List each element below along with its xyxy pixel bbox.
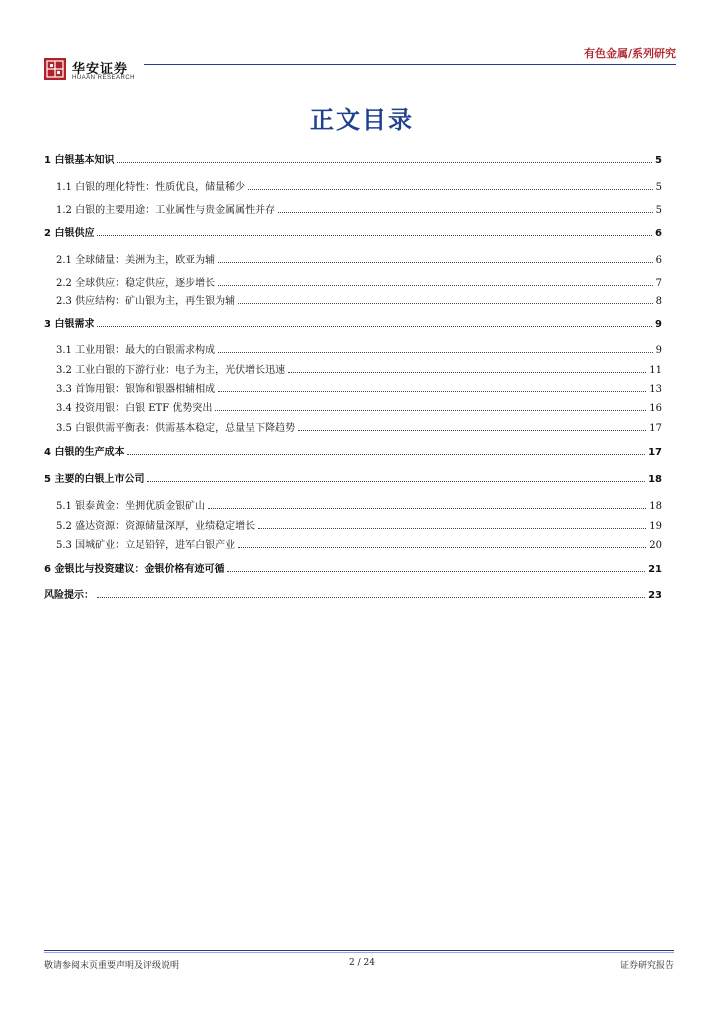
toc-entry-chapter[interactable]: [44, 469, 662, 485]
toc-entry-label: 1 白银基本知识: [44, 155, 115, 166]
toc-entry-section[interactable]: [56, 177, 662, 193]
toc-entry-page: 11: [649, 365, 662, 376]
toc-entry-chapter[interactable]: [44, 314, 662, 330]
toc-dot-leader: [117, 161, 652, 163]
toc-dot-leader: [238, 302, 653, 304]
toc-entry-section[interactable]: [56, 200, 662, 216]
toc-dot-leader: [127, 453, 645, 455]
toc-dot-leader: [218, 390, 646, 392]
toc-dot-leader: [208, 507, 646, 509]
toc-entry-label: 3.4 投资用银：白银 ETF 优势突出: [56, 403, 213, 414]
toc-entry-page: 6: [655, 255, 662, 266]
toc-entry-page: 17: [649, 423, 662, 434]
toc-entry-section[interactable]: [56, 398, 662, 414]
page-title: 正文目录: [310, 106, 414, 134]
toc-dot-leader: [97, 234, 652, 236]
toc-entry-label: 3.3 首饰用银：银饰和银器相辅相成: [56, 384, 216, 395]
toc-entry-chapter[interactable]: [44, 223, 662, 239]
toc-dot-leader: [288, 371, 646, 373]
toc-dot-leader: [97, 596, 645, 598]
toc-entry-label: 4 白银的生产成本: [44, 447, 125, 458]
toc-entry-page: 19: [649, 521, 662, 532]
toc-entry-label: 2.1 全球储量：美洲为主，欧亚为辅: [56, 255, 216, 266]
page-number: 2 / 24: [349, 958, 375, 968]
toc-entry-chapter[interactable]: [44, 150, 662, 166]
toc-entry-section[interactable]: [56, 516, 662, 532]
toc-entry-page: 5: [655, 205, 662, 216]
toc-entry-label: 2.3 供应结构：矿山银为主，再生银为辅: [56, 296, 236, 307]
toc-entry-page: 23: [648, 590, 662, 601]
toc-entry-label: 5 主要的白银上市公司: [44, 474, 145, 485]
footer-disclaimer: 敬请参阅末页重要声明及评级说明: [44, 961, 180, 971]
toc-entry-section[interactable]: [56, 360, 662, 376]
footer-divider: [44, 950, 674, 951]
toc-entry-page: 6: [655, 228, 662, 239]
header-divider: [144, 64, 676, 65]
toc-entry-label: 3.1 工业用银：最大的白银需求构成: [56, 345, 216, 356]
toc-entry-page: 16: [649, 403, 662, 414]
toc-dot-leader: [218, 261, 653, 263]
toc-entry-section[interactable]: [56, 291, 662, 307]
toc-entry-page: 9: [655, 319, 662, 330]
toc-entry-page: 13: [649, 384, 662, 395]
toc-entry-section[interactable]: [56, 496, 662, 512]
toc-entry-label: 2 白银供应: [44, 228, 95, 239]
toc-entry-label: 5.3 国城矿业：立足铅锌，进军白银产业: [56, 540, 236, 551]
toc-entry-section[interactable]: [56, 250, 662, 266]
toc-entry-page: 18: [649, 501, 662, 512]
toc-entry-page: 21: [648, 564, 662, 575]
toc-entry-label: 3.2 工业白银的下游行业：电子为主，光伏增长迅速: [56, 365, 286, 376]
toc-entry-label: 6 金银比与投资建议：金银价格有迹可循: [44, 564, 225, 575]
toc-dot-leader: [248, 188, 653, 190]
toc-entry-section[interactable]: [56, 340, 662, 356]
toc-entry-page: 9: [655, 345, 662, 356]
toc-dot-leader: [227, 570, 645, 572]
toc-entry-page: 8: [655, 296, 662, 307]
footer-report-type: 证券研究报告: [619, 961, 674, 971]
toc-entry-chapter[interactable]: [44, 559, 662, 575]
toc-entry-page: 18: [648, 474, 662, 485]
toc-dot-leader: [218, 351, 653, 353]
huaan-logo-icon: [44, 58, 66, 80]
toc-dot-leader: [147, 480, 645, 482]
toc-dot-leader: [215, 409, 646, 411]
toc-entry-chapter[interactable]: [44, 585, 662, 601]
logo-text-cn: 华安证券: [72, 62, 129, 77]
toc-entry-label: 2.2 全球供应：稳定供应，逐步增长: [56, 278, 216, 289]
toc-entry-page: 20: [649, 540, 662, 551]
toc-entry-section[interactable]: [56, 535, 662, 551]
toc-entry-label: 3 白银需求: [44, 319, 95, 330]
toc-dot-leader: [278, 211, 653, 213]
toc-entry-label: 3.5 白银供需平衡表：供需基本稳定，总量呈下降趋势: [56, 423, 296, 434]
toc-entry-label: 1.1 白银的理化特性：性质优良，储量稀少: [56, 182, 246, 193]
toc-entry-label: 风险提示：: [44, 590, 94, 601]
toc-entry-page: 17: [648, 447, 662, 458]
toc-entry-label: 1.2 白银的主要用途：工业属性与贵金属属性并存: [56, 205, 276, 216]
toc-dot-leader: [258, 527, 646, 529]
toc-dot-leader: [218, 284, 653, 286]
toc-entry-section[interactable]: [56, 273, 662, 289]
footer-divider-secondary: [44, 952, 674, 953]
toc-entry-chapter[interactable]: [44, 442, 662, 458]
toc-entry-section[interactable]: [56, 379, 662, 395]
logo-text-en: HUAAN RESEARCH: [72, 75, 136, 81]
toc-entry-section[interactable]: [56, 418, 662, 434]
toc-entry-label: 5.1 银泰黄金：坐拥优质金银矿山: [56, 501, 206, 512]
toc-entry-page: 5: [655, 182, 662, 193]
toc-dot-leader: [298, 429, 646, 431]
toc-dot-leader: [97, 325, 652, 327]
report-category: 有色金属/系列研究: [583, 47, 676, 60]
toc-entry-page: 7: [655, 278, 662, 289]
toc-dot-leader: [238, 546, 646, 548]
toc-entry-page: 5: [655, 155, 662, 166]
toc-entry-label: 5.2 盛达资源：资源储量深厚，业绩稳定增长: [56, 521, 256, 532]
page-header: [44, 40, 676, 80]
